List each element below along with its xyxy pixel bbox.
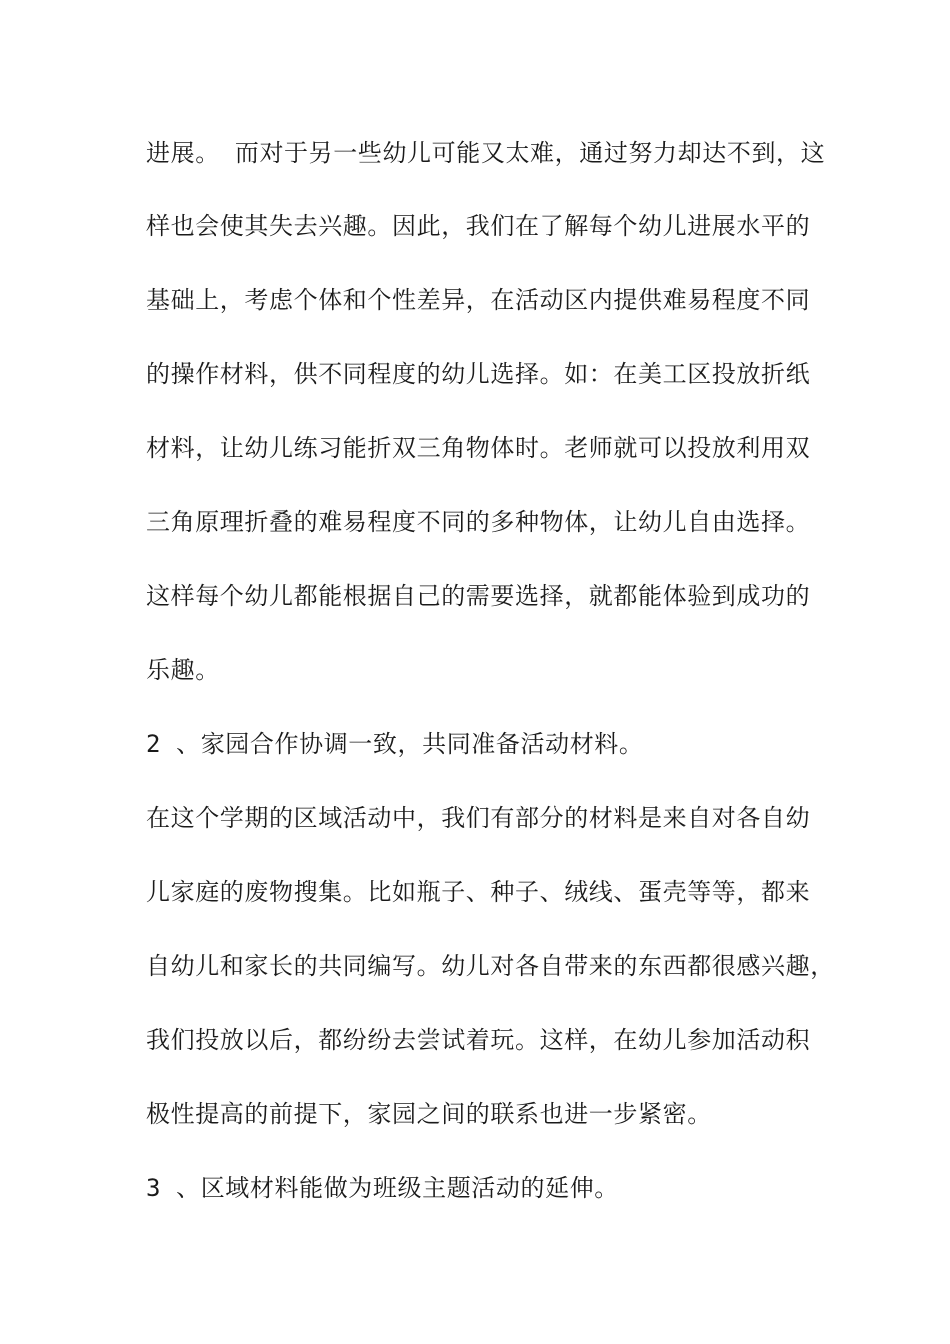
paragraph-line: 基础上，考虑个体和个性差异，在活动区内提供难易程度不同 <box>146 286 811 314</box>
section-heading: 3 、区域材料能做为班级主题活动的延伸。 <box>146 1174 619 1202</box>
paragraph-line: 样也会使其失去兴趣。因此，我们在了解每个幼儿进展水平的 <box>146 212 811 240</box>
paragraph-line: 极性提高的前提下，家园之间的联系也进一步紧密。 <box>146 1100 712 1128</box>
paragraph-line: 在这个学期的区域活动中，我们有部分的材料是来自对各自幼 <box>146 804 811 832</box>
paragraph-line: 进展。 而对于另一些幼儿可能又太难，通过努力却达不到，这 <box>146 139 826 167</box>
paragraph-line: 自幼儿和家长的共同编写。幼儿对各自带来的东西都很感兴趣， <box>146 952 835 980</box>
section-heading: 2 、家园合作协调一致，共同准备活动材料。 <box>146 730 644 758</box>
paragraph-line: 材料，让幼儿练习能折双三角物体时。老师就可以投放利用双 <box>146 434 811 462</box>
paragraph-line: 乐趣。 <box>146 656 220 684</box>
paragraph-line: 的操作材料，供不同程度的幼儿选择。如：在美工区投放折纸 <box>146 360 811 388</box>
paragraph-line: 我们投放以后，都纷纷去尝试着玩。这样，在幼儿参加活动积 <box>146 1026 811 1054</box>
paragraph-line: 这样每个幼儿都能根据自己的需要选择，就都能体验到成功的 <box>146 582 811 610</box>
paragraph-line: 儿家庭的废物搜集。比如瓶子、种子、绒线、蛋壳等等，都来 <box>146 878 811 906</box>
paragraph-line: 三角原理折叠的难易程度不同的多种物体，让幼儿自由选择。 <box>146 508 811 536</box>
